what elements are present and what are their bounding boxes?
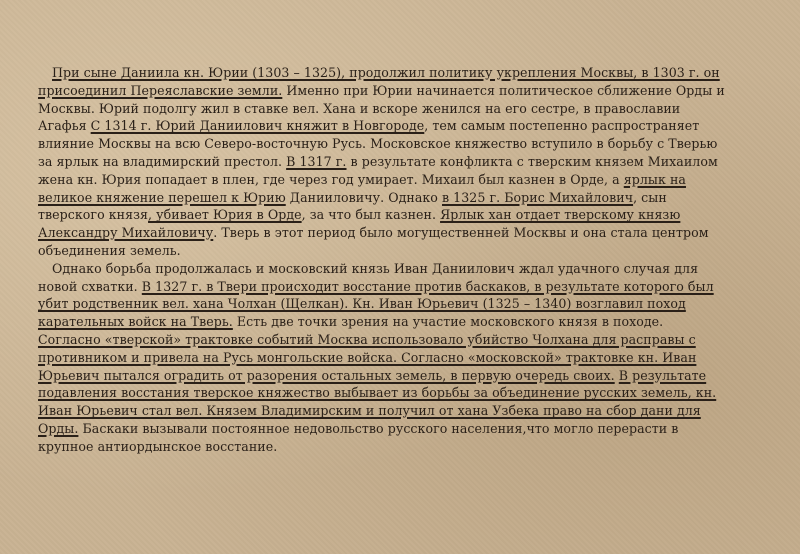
segment: , тем самым постепенно распространяет влияние Москвы на всю Северо-восточную Русь. Московское княжество вступило в борьбу с Тверью за ярлык на владимирский престол.: [38, 118, 718, 169]
segment: . Тверь в этот период было могущественней Москвы и она стала центром объединения земель.: [38, 225, 709, 258]
segment: С 1314 г. Юрий Даниилович княжит в Новгороде: [90, 118, 425, 134]
segment: При сыне Даниила кн. Юрии (1303 – 1325), продолжил политику укрепления Москвы, в 1303 г. он присоединил Переяславские земли.: [38, 65, 720, 98]
segment: , сын тверского князя: [38, 189, 667, 223]
segment: Ярлык хан отдает тверскому князю Александру Михайловичу: [38, 207, 681, 241]
paragraph-2: [38, 260, 728, 456]
segment: Согласно «тверской» трактовке событий Москва использовало убийство Чолхана для расправы с противником и привела на Русь монгольские войска. Согласно «московской» трактовке кн. Иван Юрьевич пытался оградить от разорения остальных земель, в первую очередь своих.: [38, 331, 697, 383]
segment: Однако борьба продолжалась и московский князь Иван Даниилович ждал удачного случая для новой схватки.: [38, 260, 699, 294]
segment: , убивает Юрия в Орде: [148, 207, 302, 223]
segment: ярлык на великое княжение перешел к Юрию: [38, 171, 686, 205]
segment: Данииловичу. Однако: [285, 189, 442, 205]
segment: Баскаки вызывали постоянное недовольство русского населения,что могло перерасти в крупное антиордынское восстание.: [38, 420, 679, 454]
segment: Есть две точки зрения на участие московского князя в походе.: [232, 314, 664, 330]
segment: в результате конфликта с тверским князем Михаилом жена кн. Юрия попадает в плен, где через год умирает. Михаил был казнен в Орде, а: [38, 153, 718, 187]
segment: В 1317 г.: [286, 153, 347, 169]
segment: , за что был казнен.: [301, 207, 441, 223]
segment: В результате подавления восстания тверское княжество выбывает из борьбы за объединение русских земель, кн. Иван Юрьевич стал вел. Князем Владимирским и получил от хана Узбека право на сбор дани для Орды.: [38, 367, 717, 436]
segment: В 1327 г. в Твери происходит восстание против баскаков, в результате которого был убит родственник вел. хана Чолхан (Щелкан). Кн. Иван Юрьевич (1325 – 1340) возглавил поход карательных войск на Тверь.: [38, 278, 714, 330]
segment: Именно при Юрии начинается политическое сближение Орды и Москвы. Юрий подолгу жил в ставке вел. Хана и вскоре женился на его сестре, в православии Агафья: [38, 82, 725, 134]
text-block: [38, 64, 728, 456]
paragraph-1: [38, 64, 728, 260]
segment: в 1325 г. Борис Михайлович: [441, 189, 634, 205]
